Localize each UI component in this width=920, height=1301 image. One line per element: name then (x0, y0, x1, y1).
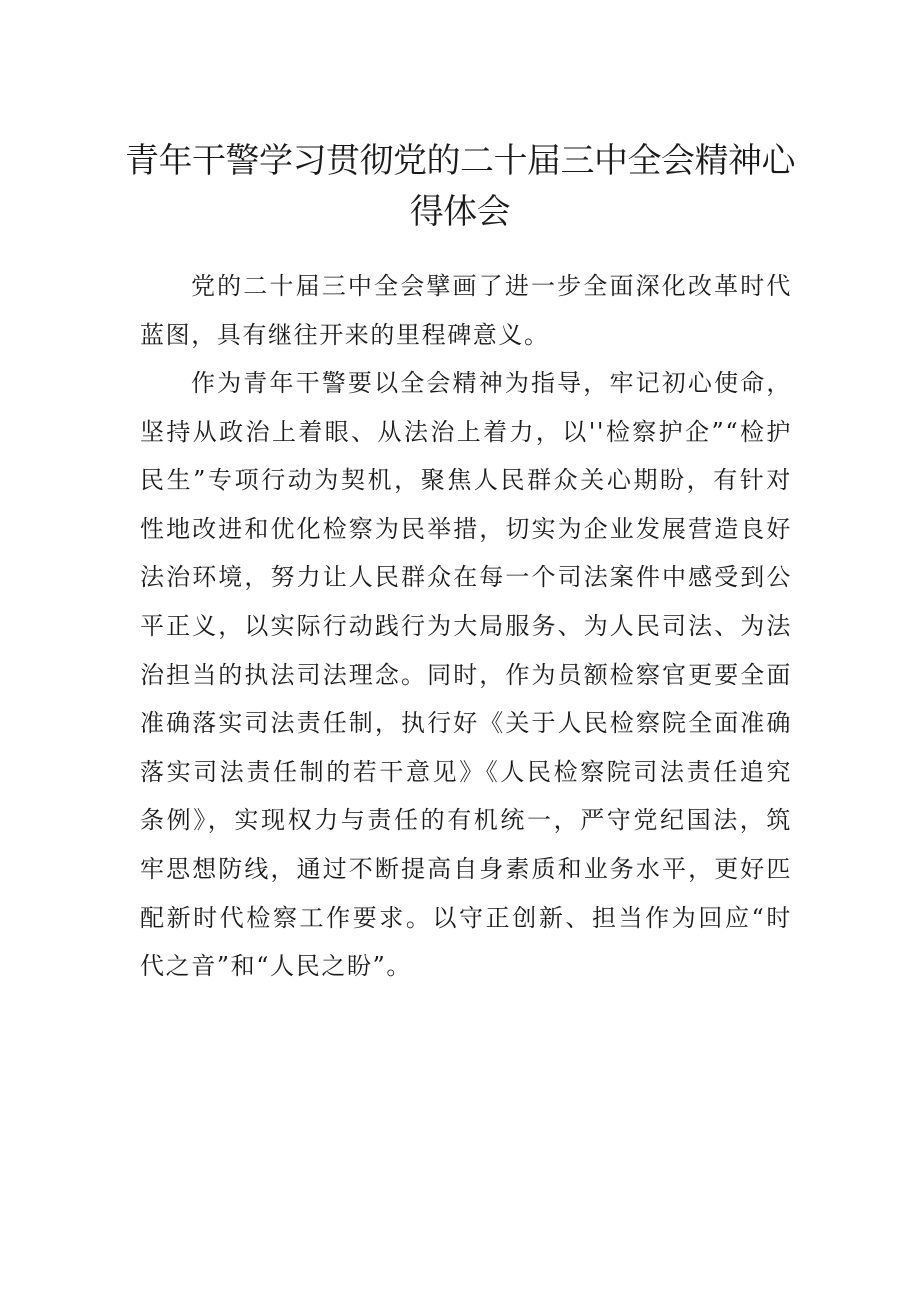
paragraph-1: 党的二十届三中全会擘画了进一步全面深化改革时代蓝图，具有继往开来的里程碑意义。 (140, 272, 792, 349)
document-title: 青年干警学习贯彻党的二十届三中全会精神心得体会 (125, 141, 795, 232)
paragraph-2: 作为青年干警要以全会精神为指导，牢记初心使命，坚持从政治上着眼、从法治上着力，以''检察护企”“检护民生”专项行动为契机，聚焦人民群众关心期盼，有针对性地改进和优化检察为民举措，切实为企业发展营造良好法治环境，努力让人民群众在每一个司法案件中感受到公平正义，以实际行动践行为大局服务、为人民司法、为法治担当的执法司法理念。同时，作为员额检察官更要全面准确落实司法责任制，执行好《关于人民检察院全面准确落实司法责任制的若干意见》《人民检察院司法责任追究条例》，实现权力与责任的有机统一，严守党纪国法，筑牢思想防线，通过不断提高自身素质和业务水平，更好匹配新时代检察工作要求。以守正创新、担当作为回应“时代之音”和“人民之盼”。 (140, 369, 792, 981)
